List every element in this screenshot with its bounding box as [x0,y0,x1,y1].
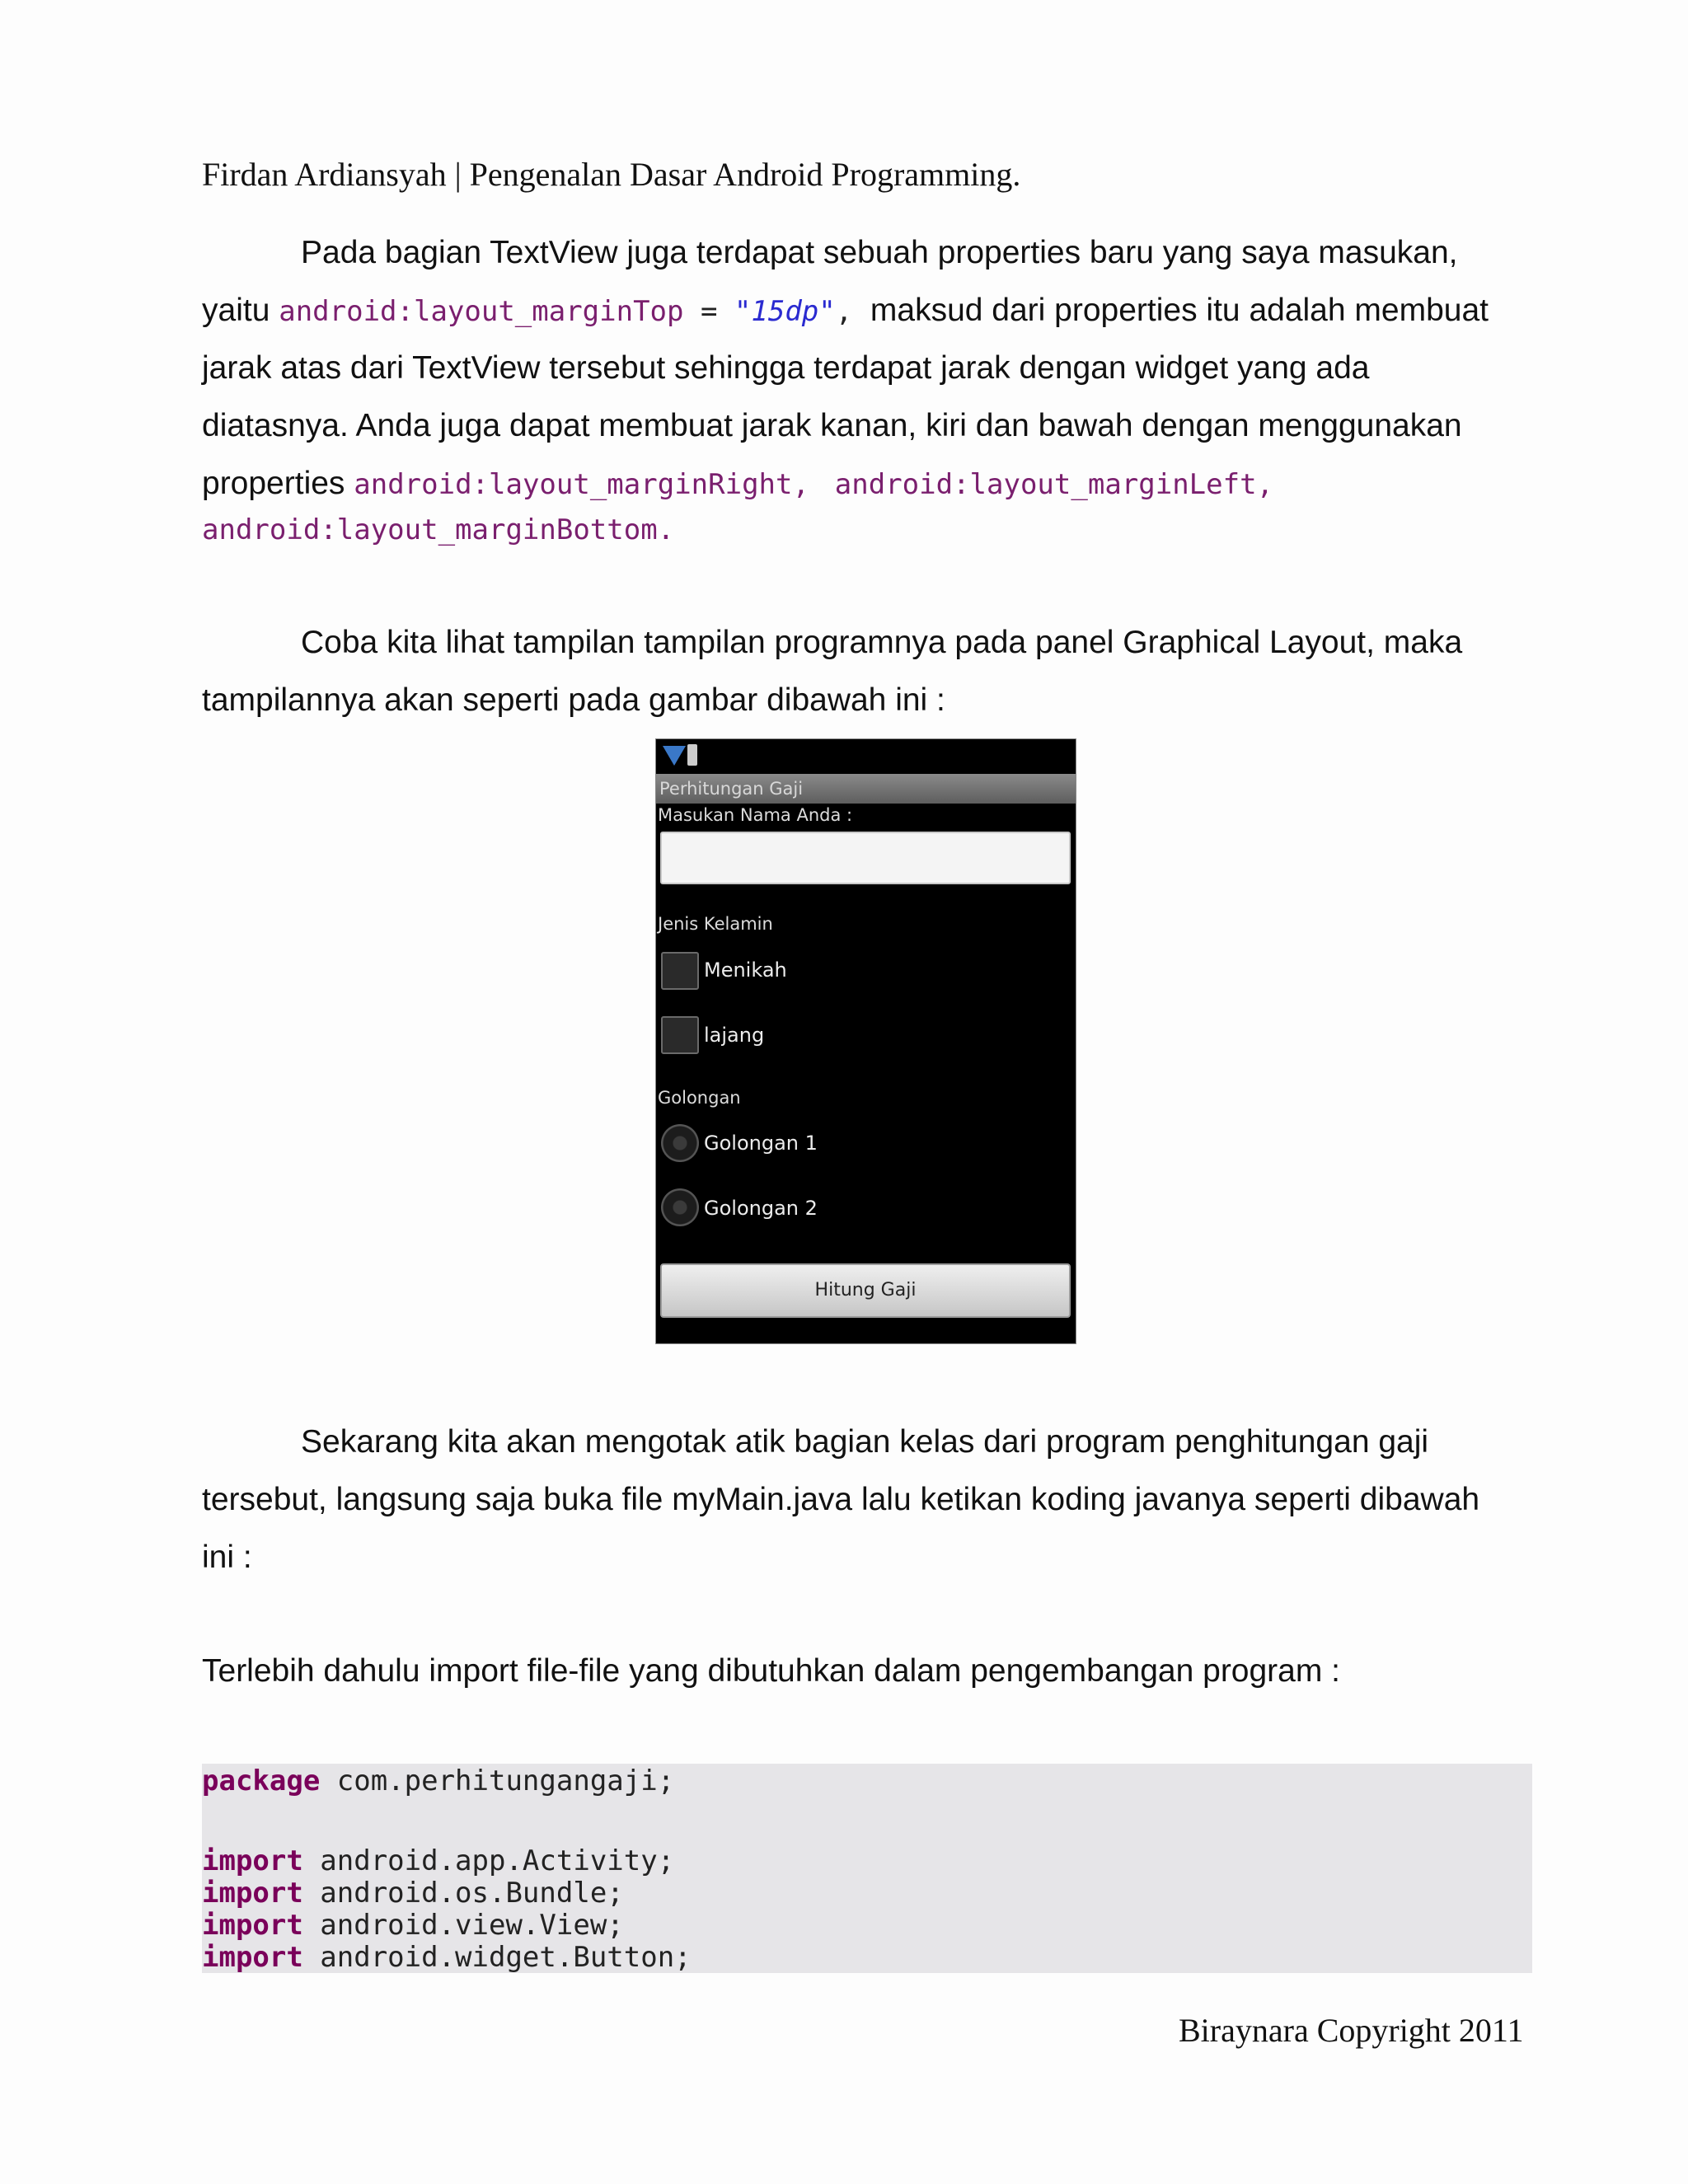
package-name: com.perhitungangaji; [320,1765,675,1797]
page-header: Firdan Ardiansyah | Pengenalan Dasar Android Programming. [202,156,1021,193]
code-margin-bottom: android:layout_marginBottom. [202,513,675,546]
gender-label: Jenis Kelamin [658,914,773,934]
para3-line1: Sekarang kita akan mengotak atik bagian kelas dari program penghitungan gaji [301,1424,1429,1460]
import-path: android.widget.Button; [302,1941,692,1974]
para1-line2 [202,282,1521,340]
app-title-bar: Perhitungan Gaji [656,774,1076,804]
code-import-line [202,1844,674,1877]
para2-line2: tampilannya akan seperti pada gambar dibawah ini : [202,682,945,718]
keyword-import: import [202,1844,303,1877]
code-import-line [202,1941,692,1974]
radio-golongan-1-label: Golongan 1 [704,1132,818,1155]
para2-line1: Coba kita lihat tampilan tampilan programnya pada panel Graphical Layout, maka [301,625,1463,660]
battery-icon [687,744,697,766]
radio-golongan-2-label: Golongan 2 [704,1197,818,1220]
checkbox-menikah[interactable] [661,952,699,990]
paragraph-margin-properties [202,224,1521,554]
code-import-line [202,1909,624,1942]
paragraph-graphical-layout [202,614,1521,729]
java-code-block [202,1764,1532,1973]
para1-line4: diatasnya. Anda juga dapat membuat jarak kanan, kiri dan bawah dengan menggunakan [202,408,1462,443]
radio-golongan-1[interactable] [661,1124,699,1162]
keyword-package: package [202,1765,321,1797]
checkbox-lajang[interactable] [661,1016,699,1054]
para1-line5 [202,455,1521,513]
code-margin-value: "15dp" [734,295,836,328]
checkbox-lajang-label: lajang [704,1024,765,1047]
import-path: android.view.View; [302,1909,624,1942]
paragraph-imports [202,1643,1521,1700]
code-margin-top-attr: android:layout_marginTop [279,295,684,328]
import-path: android.os.Bundle; [302,1877,624,1910]
code-equals: = [683,295,734,328]
code-margin-left: android:layout_marginLeft, [834,468,1274,501]
paragraph-class-edit [202,1413,1521,1586]
keyword-import: import [202,1909,303,1942]
code-package-line [202,1765,674,1797]
signal-icon [663,746,686,766]
name-label: Masukan Nama Anda : [658,805,853,825]
code-margin-right: android:layout_marginRight, [354,468,809,501]
import-path: android.app.Activity; [302,1844,675,1877]
page-footer: Biraynara Copyright 2011 [1179,2012,1524,2049]
para1-l2-post: maksud dari properties itu adalah membuat [852,293,1489,328]
para4-line1: Terlebih dahulu import file-file yang dibutuhkan dalam pengembangan program : [202,1653,1341,1689]
keyword-import: import [202,1877,303,1910]
code-import-line [202,1877,624,1910]
name-input[interactable] [660,832,1071,884]
para3-line3: ini : [202,1540,252,1575]
android-screenshot [655,738,1076,1344]
code-margin-top [279,295,852,328]
status-bar [656,739,1076,772]
code-comma: , [835,295,853,328]
para1-line1: Pada bagian TextView juga terdapat sebuah properties baru yang saya masukan, [301,235,1458,270]
para3-line2: tersebut, langsung saja buka file myMain.java lalu ketikan koding javanya seperti dibawah [202,1482,1480,1517]
hitung-gaji-button[interactable]: Hitung Gaji [660,1263,1071,1318]
para1-l5-pre: properties [202,466,354,501]
group-label: Golongan [658,1088,741,1108]
radio-golongan-2[interactable] [661,1188,699,1226]
keyword-import: import [202,1941,303,1974]
para1-line3: jarak atas dari TextView tersebut sehingga terdapat jarak dengan widget yang ada [202,350,1370,386]
checkbox-menikah-label: Menikah [704,958,787,982]
para1-l2-pre: yaitu [202,293,279,328]
